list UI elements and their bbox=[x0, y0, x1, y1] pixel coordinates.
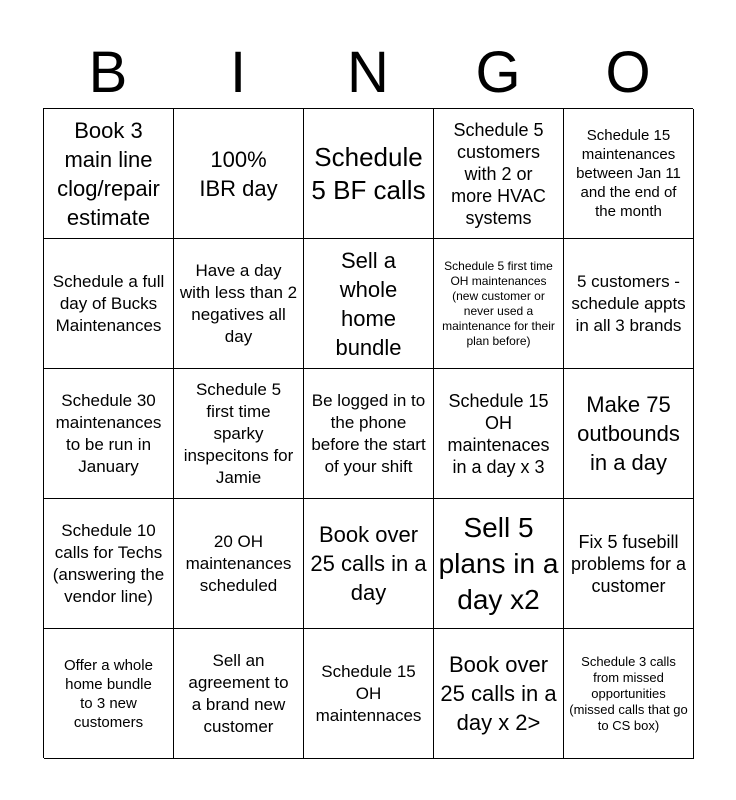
bingo-cell[interactable] bbox=[44, 629, 174, 759]
bingo-grid bbox=[43, 108, 693, 758]
cell-text: Schedule 3 calls from missed opportunities (missed calls that go to CS box) bbox=[569, 653, 688, 733]
cell-text: 100% IBR day bbox=[199, 146, 278, 201]
bingo-cell[interactable] bbox=[564, 629, 694, 759]
bingo-cell[interactable] bbox=[44, 239, 174, 369]
cell-text: Schedule 30 maintenances to be run in January bbox=[55, 390, 162, 476]
cell-text: Make 75 outbounds in a day bbox=[577, 392, 680, 475]
bingo-cell[interactable] bbox=[564, 369, 694, 499]
bingo-cell[interactable] bbox=[564, 239, 694, 369]
bingo-cell[interactable] bbox=[434, 239, 564, 369]
cell-text: Be logged in to the phone before the start of your shift bbox=[311, 390, 426, 476]
bingo-cell[interactable] bbox=[304, 109, 434, 239]
bingo-cell[interactable] bbox=[174, 109, 304, 239]
cell-text: 20 OH maintenances scheduled bbox=[185, 531, 292, 595]
bingo-cell[interactable] bbox=[434, 369, 564, 499]
cell-text: 5 customers - schedule appts in all 3 brands bbox=[571, 271, 686, 335]
header-letter-i: I bbox=[229, 40, 247, 105]
cell-text: Book over 25 calls in a day bbox=[310, 522, 427, 605]
bingo-cell[interactable] bbox=[44, 109, 174, 239]
cell-text: Sell a whole home bundle bbox=[335, 247, 402, 360]
bingo-cell[interactable] bbox=[564, 499, 694, 629]
bingo-cell[interactable] bbox=[304, 629, 434, 759]
bingo-cell[interactable] bbox=[174, 369, 304, 499]
cell-text: Book over 25 calls in a day x 2> bbox=[440, 652, 557, 735]
cell-text: Schedule 15 maintenances between Jan 11 and the end of the month bbox=[576, 127, 681, 220]
bingo-cell[interactable] bbox=[434, 629, 564, 759]
cell-text: Sell an agreement to a brand new customer bbox=[188, 650, 289, 736]
bingo-cell[interactable] bbox=[44, 369, 174, 499]
cell-text: Offer a whole home bundle to 3 new customers bbox=[64, 656, 153, 731]
bingo-cell[interactable] bbox=[174, 629, 304, 759]
bingo-cell[interactable] bbox=[434, 499, 564, 629]
bingo-cell[interactable] bbox=[434, 109, 564, 239]
bingo-cell[interactable] bbox=[304, 499, 434, 629]
cell-text: Schedule 15 OH maintennaces bbox=[315, 661, 422, 725]
cell-text: Sell 5 plans in a day x2 bbox=[438, 511, 559, 615]
header-letter-o: O bbox=[605, 40, 651, 105]
bingo-cell[interactable] bbox=[564, 109, 694, 239]
cell-text: Schedule 5 customers with 2 or more HVAC systems bbox=[451, 119, 546, 228]
header-letter-b: B bbox=[88, 40, 128, 105]
cell-text: Schedule 10 calls for Techs (answering the vendor line) bbox=[52, 520, 165, 606]
header-letter-n: N bbox=[347, 40, 389, 105]
header-letter-g: G bbox=[475, 40, 521, 105]
cell-text: Schedule 5 BF calls bbox=[311, 141, 426, 205]
bingo-cell[interactable] bbox=[304, 369, 434, 499]
cell-text: Have a day with less than 2 negatives all day bbox=[179, 260, 298, 346]
bingo-cell[interactable] bbox=[304, 239, 434, 369]
cell-text: Book 3 main line clog/repair estimate bbox=[57, 117, 160, 230]
cell-text: Schedule 5 first time sparky inspecitons for Jamie bbox=[183, 379, 294, 487]
cell-text: Schedule 15 OH maintenaces in a day x 3 bbox=[447, 390, 550, 477]
cell-text: Fix 5 fusebill problems for a customer bbox=[570, 531, 687, 596]
bingo-cell[interactable] bbox=[174, 499, 304, 629]
cell-text: Schedule 5 first time OH maintenances (new customer or never used a maintenance for their plan before) bbox=[442, 258, 555, 348]
bingo-cell[interactable] bbox=[44, 499, 174, 629]
cell-text: Schedule a full day of Bucks Maintenances bbox=[52, 271, 165, 335]
bingo-header bbox=[43, 38, 693, 108]
bingo-cell[interactable] bbox=[174, 239, 304, 369]
